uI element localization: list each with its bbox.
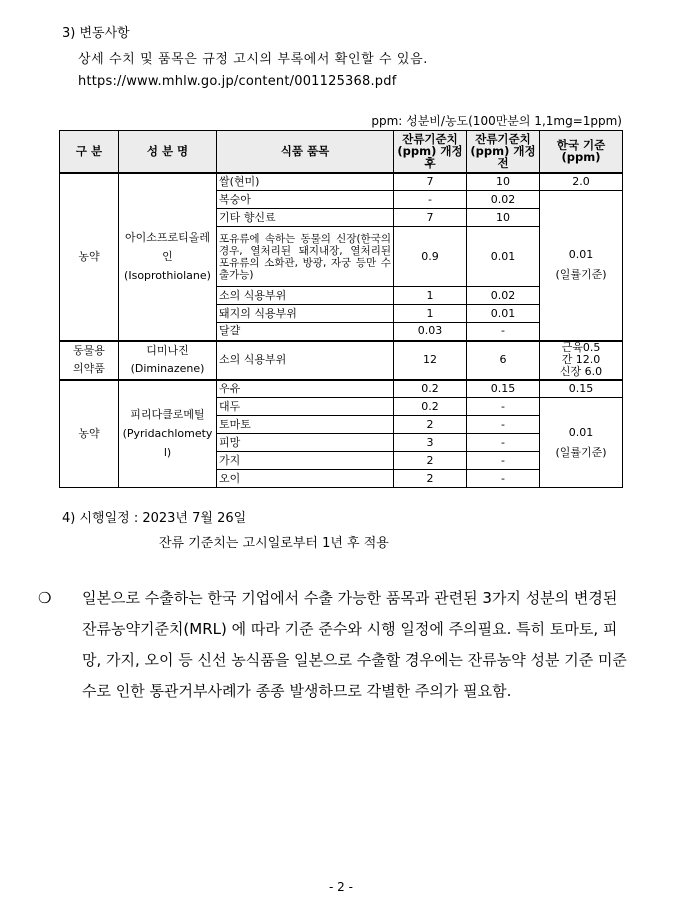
after-cell: 2 [394, 452, 467, 470]
after-cell: 1 [394, 287, 467, 305]
section-title: 3) 변동사항 [62, 26, 130, 41]
before-cell: 0.01 [467, 305, 540, 323]
ingredient-name-en: (Isoprothiolane) [124, 269, 211, 282]
category-cell: 농약 [60, 380, 119, 488]
korea-common-note: (일률기준) [555, 445, 607, 459]
food-cell: 토마토 [217, 416, 394, 434]
header-category: 구 분 [60, 131, 119, 173]
food-cell: 쌀(현미) [217, 173, 394, 191]
korea-cell: 2.0 [540, 173, 623, 191]
after-cell: 0.2 [394, 398, 467, 416]
source-url[interactable]: https://www.mhlw.go.jp/content/001125368.pdf [78, 74, 397, 89]
ingredient-name-ko: 아이소프로티올레인 [125, 231, 211, 263]
korea-common-note: (일률기준) [555, 268, 607, 282]
before-cell: 0.15 [467, 380, 540, 398]
header-food: 식품 품목 [217, 131, 394, 173]
after-cell: 12 [394, 341, 467, 380]
food-cell: 포유류에 속하는 동물의 신장(한국의 경우, 열처리된 돼지내장, 열처리된 포유류의 소화관, 방광, 자궁 등만 수출가능) [217, 227, 394, 287]
korea-common-value: 0.01 [568, 425, 594, 439]
korea-line-2: 간 12.0 [561, 353, 601, 366]
after-cell: 7 [394, 209, 467, 227]
korea-line-3: 신장 6.0 [559, 365, 603, 378]
bullet-icon: ❍ [38, 589, 52, 607]
ingredient-name-en: (Pyridachlometyl) [122, 427, 213, 460]
after-cell: 1 [394, 305, 467, 323]
ingredient-cell [119, 341, 217, 380]
ingredient-name-ko: 디미나진 [146, 344, 189, 357]
unit-note: ppm: 성분비/농도(100만분의 1,1mg=1ppm) [371, 114, 622, 128]
before-cell: 0.01 [467, 227, 540, 287]
korea-common-value: 0.01 [568, 248, 594, 262]
food-cell: 기타 향신료 [217, 209, 394, 227]
schedule-title: 4) 시행일정 : 2023년 7월 26일 [62, 511, 247, 526]
page-number: - 2 - [329, 880, 353, 894]
food-cell: 소의 식용부위 [217, 287, 394, 305]
food-cell: 소의 식용부위 [217, 341, 394, 380]
food-cell: 돼지의 식용부위 [217, 305, 394, 323]
before-cell: - [467, 434, 540, 452]
before-cell: - [467, 398, 540, 416]
ingredient-name-ko: 피리다클로메틸 [130, 408, 205, 422]
food-cell: 대두 [217, 398, 394, 416]
korea-cell [540, 341, 623, 380]
section-description: 상세 수치 및 품목은 규정 고시의 부록에서 확인할 수 있음. [78, 52, 428, 67]
korea-common-cell [540, 191, 623, 341]
after-cell: - [394, 191, 467, 209]
korea-cell: 0.15 [540, 380, 623, 398]
after-cell: 0.03 [394, 323, 467, 341]
before-cell: 0.02 [467, 287, 540, 305]
table-row [60, 173, 623, 191]
category-line-2: 의약품 [73, 362, 105, 375]
header-ingredient: 성 분 명 [119, 131, 217, 173]
before-cell: - [467, 323, 540, 341]
header-after: 잔류기준치 (ppm) 개정 후 [394, 131, 467, 173]
header-before: 잔류기준치 (ppm) 개정 전 [467, 131, 540, 173]
korea-line-1: 근육0.5 [561, 341, 601, 354]
header-korea: 한국 기준 (ppm) [540, 131, 623, 173]
after-cell: 3 [394, 434, 467, 452]
before-cell: 6 [467, 341, 540, 380]
category-cell: 농약 [60, 173, 119, 341]
before-cell: 0.02 [467, 191, 540, 209]
after-cell: 7 [394, 173, 467, 191]
advisory-text: 일본으로 수출하는 한국 기업에서 수출 가능한 품목과 관련된 3가지 성분의 변경된 잔류농약기준치(MRL) 에 따라 기준 준수와 시행 일정에 주의필요. 특히 토마토, 피망, 가지, 오이 등 신선 농식품을 일본으로 수출할 경우에는 잔류농약 성분 기준 미준수로 인한 통관거부사례가 종종 발생하므로 각별한 주의가 필요함. [82, 589, 627, 700]
ingredient-cell [119, 380, 217, 488]
food-cell: 오이 [217, 470, 394, 488]
before-cell: - [467, 470, 540, 488]
ingredient-name-en: (Diminazene) [130, 362, 205, 375]
before-cell: - [467, 452, 540, 470]
mrl-table [59, 130, 623, 488]
food-cell: 가지 [217, 452, 394, 470]
ingredient-cell [119, 173, 217, 341]
food-cell: 우유 [217, 380, 394, 398]
table-row [60, 341, 623, 380]
category-cell [60, 341, 119, 380]
category-line-1: 동물용 [73, 344, 105, 357]
after-cell: 2 [394, 416, 467, 434]
food-cell: 복숭아 [217, 191, 394, 209]
schedule-detail: 잔류 기준치는 고시일로부터 1년 후 적용 [159, 536, 389, 551]
before-cell: 10 [467, 209, 540, 227]
before-cell: 10 [467, 173, 540, 191]
after-cell: 0.9 [394, 227, 467, 287]
table-row [60, 380, 623, 398]
after-cell: 2 [394, 470, 467, 488]
after-cell: 0.2 [394, 380, 467, 398]
before-cell: - [467, 416, 540, 434]
advisory-note [38, 583, 630, 707]
korea-common-cell [540, 398, 623, 488]
food-cell: 피망 [217, 434, 394, 452]
food-cell: 달걀 [217, 323, 394, 341]
